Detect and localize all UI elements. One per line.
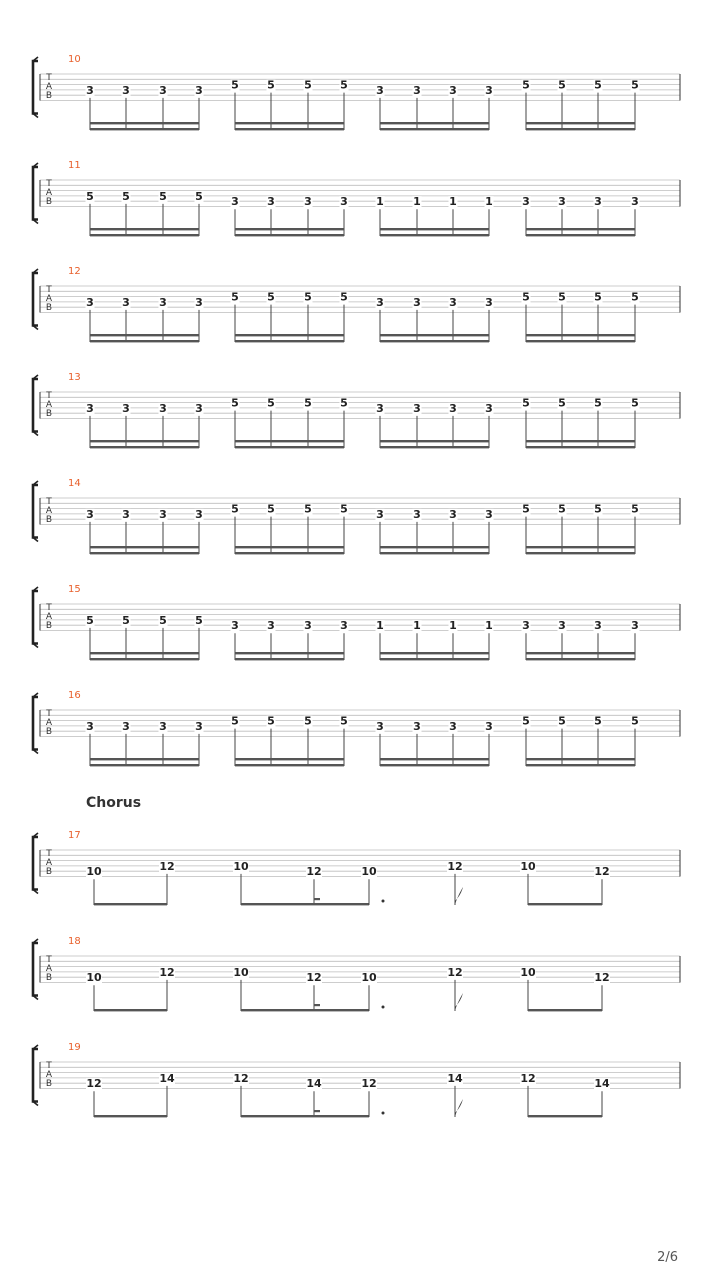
beam-primary xyxy=(526,122,635,124)
beam-eighth xyxy=(528,1009,602,1011)
beam-secondary xyxy=(90,764,199,766)
beam-primary xyxy=(526,334,635,336)
tab-clef-letter: B xyxy=(45,1079,53,1089)
fret-number: 12 xyxy=(361,1077,377,1091)
fret-number: 3 xyxy=(159,507,167,521)
beam-primary xyxy=(90,334,199,336)
fret-number: 3 xyxy=(195,719,203,733)
fret-number: 5 xyxy=(631,714,639,728)
beam-primary xyxy=(235,652,344,654)
tab-clef-letter: B xyxy=(45,973,53,983)
fret-number: 3 xyxy=(522,195,530,209)
fret-number: 10 xyxy=(86,865,102,879)
tab-clef-letter: B xyxy=(45,409,53,419)
tab-clef-letter: B xyxy=(45,515,53,525)
fret-number: 3 xyxy=(86,295,94,309)
fret-number: 5 xyxy=(631,290,639,304)
measure-number: 14 xyxy=(68,478,81,489)
beam-secondary xyxy=(380,764,489,766)
tab-clef-letter: T xyxy=(46,497,52,507)
fret-number: 5 xyxy=(558,714,566,728)
fret-number: 3 xyxy=(86,507,94,521)
beam-primary xyxy=(526,758,635,760)
beam-primary xyxy=(380,122,489,124)
measure-number: 12 xyxy=(68,266,81,277)
beam-secondary xyxy=(235,552,344,554)
measure-number: 17 xyxy=(68,830,81,841)
fret-number: 3 xyxy=(122,83,130,97)
fret-number: 5 xyxy=(631,78,639,92)
staff-bracket xyxy=(33,1049,38,1102)
fret-number: 5 xyxy=(267,714,275,728)
measure-number: 19 xyxy=(68,1042,81,1053)
fret-number: 5 xyxy=(558,396,566,410)
fret-number: 5 xyxy=(159,613,167,627)
beam-secondary xyxy=(380,552,489,554)
fret-number: 10 xyxy=(361,971,377,985)
tab-clef-letter: A xyxy=(45,1070,53,1080)
tab-clef-letter: A xyxy=(45,612,53,622)
fret-number: 5 xyxy=(231,290,239,304)
beam-secondary xyxy=(235,234,344,236)
beam-stub xyxy=(314,898,320,900)
fret-number: 3 xyxy=(122,507,130,521)
beam-primary xyxy=(90,122,199,124)
staff-bracket xyxy=(33,61,38,114)
beam-primary xyxy=(380,440,489,442)
fret-number: 3 xyxy=(304,619,312,633)
fret-number: 5 xyxy=(304,290,312,304)
beam-eighth xyxy=(241,1115,369,1117)
beam-secondary xyxy=(90,340,199,342)
beam-eighth xyxy=(528,1115,602,1117)
beam-secondary xyxy=(235,340,344,342)
beam-eighth xyxy=(94,1115,167,1117)
fret-number: 3 xyxy=(413,401,421,415)
beam-secondary xyxy=(526,128,635,130)
tab-clef-letter: T xyxy=(46,391,52,401)
fret-number: 3 xyxy=(485,83,493,97)
fret-number: 3 xyxy=(195,401,203,415)
beam-secondary xyxy=(90,658,199,660)
beam-secondary xyxy=(90,446,199,448)
tab-clef-letter: B xyxy=(45,727,53,737)
beam-primary xyxy=(526,546,635,548)
fret-number: 1 xyxy=(485,195,493,209)
fret-number: 5 xyxy=(122,189,130,203)
fret-number: 3 xyxy=(449,295,457,309)
fret-number: 3 xyxy=(231,619,239,633)
fret-number: 5 xyxy=(522,714,530,728)
fret-number: 5 xyxy=(267,78,275,92)
beam-secondary xyxy=(235,446,344,448)
fret-number: 10 xyxy=(233,965,249,979)
fret-number: 5 xyxy=(522,502,530,516)
beam-secondary xyxy=(380,128,489,130)
beam-eighth xyxy=(94,903,167,905)
beam-secondary xyxy=(90,128,199,130)
tab-clef-letter: T xyxy=(46,1061,52,1071)
fret-number: 12 xyxy=(306,865,322,879)
fret-number: 5 xyxy=(340,396,348,410)
beam-secondary xyxy=(380,340,489,342)
staff-bracket xyxy=(33,591,38,644)
fret-number: 3 xyxy=(86,719,94,733)
beam-primary xyxy=(90,228,199,230)
fret-number: 14 xyxy=(159,1071,175,1085)
fret-number: 5 xyxy=(594,502,602,516)
fret-number: 5 xyxy=(558,502,566,516)
fret-number: 1 xyxy=(376,619,384,633)
tab-clef-letter: B xyxy=(45,867,53,877)
tab-clef-letter: T xyxy=(46,955,52,965)
fret-number: 3 xyxy=(485,401,493,415)
fret-number: 5 xyxy=(522,78,530,92)
fret-number: 5 xyxy=(304,502,312,516)
fret-number: 5 xyxy=(122,613,130,627)
beam-primary xyxy=(380,334,489,336)
fret-number: 12 xyxy=(447,965,463,979)
fret-number: 3 xyxy=(594,195,602,209)
fret-number: 3 xyxy=(159,719,167,733)
fret-number: 5 xyxy=(594,290,602,304)
beam-primary xyxy=(235,334,344,336)
beam-primary xyxy=(380,546,489,548)
fret-number: 3 xyxy=(522,619,530,633)
fret-number: 3 xyxy=(304,195,312,209)
beam-secondary xyxy=(235,764,344,766)
beam-primary xyxy=(90,652,199,654)
fret-number: 3 xyxy=(195,507,203,521)
staff-bracket xyxy=(33,273,38,326)
fret-number: 5 xyxy=(594,78,602,92)
fret-number: 5 xyxy=(522,290,530,304)
tab-clef-letter: A xyxy=(45,294,53,304)
augmentation-dot xyxy=(382,1112,385,1115)
staff-bracket xyxy=(33,697,38,750)
fret-number: 3 xyxy=(413,83,421,97)
fret-number: 1 xyxy=(485,619,493,633)
beam-primary xyxy=(380,228,489,230)
fret-number: 5 xyxy=(231,714,239,728)
fret-number: 3 xyxy=(631,195,639,209)
beam-secondary xyxy=(90,552,199,554)
measure-number: 16 xyxy=(68,690,81,701)
fret-number: 3 xyxy=(449,401,457,415)
tab-clef-letter: B xyxy=(45,621,53,631)
tab-clef-letter: T xyxy=(46,603,52,613)
tab-clef-letter: T xyxy=(46,73,52,83)
augmentation-dot xyxy=(382,1006,385,1009)
staff-bracket xyxy=(33,379,38,432)
fret-number: 3 xyxy=(413,295,421,309)
fret-number: 5 xyxy=(522,396,530,410)
tab-clef-letter: A xyxy=(45,506,53,516)
fret-number: 3 xyxy=(267,195,275,209)
fret-number: 5 xyxy=(86,613,94,627)
fret-number: 10 xyxy=(520,859,536,873)
fret-number: 3 xyxy=(413,507,421,521)
note-flag xyxy=(455,1099,463,1117)
beam-secondary xyxy=(380,234,489,236)
fret-number: 5 xyxy=(304,78,312,92)
beam-secondary xyxy=(526,234,635,236)
fret-number: 5 xyxy=(195,613,203,627)
beam-stub xyxy=(314,1110,320,1112)
beam-primary xyxy=(235,546,344,548)
fret-number: 3 xyxy=(122,295,130,309)
beam-secondary xyxy=(235,658,344,660)
fret-number: 3 xyxy=(122,401,130,415)
tab-clef-letter: A xyxy=(45,858,53,868)
fret-number: 12 xyxy=(520,1071,536,1085)
tab-clef-letter: B xyxy=(45,303,53,313)
beam-secondary xyxy=(380,658,489,660)
beam-primary xyxy=(380,758,489,760)
fret-number: 5 xyxy=(159,189,167,203)
fret-number: 3 xyxy=(340,619,348,633)
fret-number: 5 xyxy=(340,714,348,728)
fret-number: 3 xyxy=(376,83,384,97)
fret-number: 3 xyxy=(485,507,493,521)
fret-number: 5 xyxy=(267,396,275,410)
fret-number: 3 xyxy=(376,719,384,733)
fret-number: 3 xyxy=(449,507,457,521)
beam-primary xyxy=(235,440,344,442)
fret-number: 10 xyxy=(361,865,377,879)
fret-number: 10 xyxy=(233,859,249,873)
fret-number: 14 xyxy=(447,1071,463,1085)
beam-eighth xyxy=(241,1009,369,1011)
beam-primary xyxy=(235,758,344,760)
fret-number: 5 xyxy=(304,396,312,410)
beam-stub xyxy=(314,1004,320,1006)
beam-primary xyxy=(526,652,635,654)
fret-number: 3 xyxy=(159,401,167,415)
fret-number: 5 xyxy=(231,502,239,516)
note-flag xyxy=(455,993,463,1011)
fret-number: 3 xyxy=(159,83,167,97)
beam-secondary xyxy=(526,764,635,766)
fret-number: 12 xyxy=(594,971,610,985)
fret-number: 1 xyxy=(449,195,457,209)
fret-number: 5 xyxy=(267,290,275,304)
beam-primary xyxy=(526,228,635,230)
beam-secondary xyxy=(526,552,635,554)
beam-secondary xyxy=(380,446,489,448)
fret-number: 5 xyxy=(86,189,94,203)
fret-number: 3 xyxy=(449,83,457,97)
fret-number: 5 xyxy=(267,502,275,516)
beam-secondary xyxy=(526,340,635,342)
fret-number: 10 xyxy=(520,965,536,979)
beam-secondary xyxy=(526,446,635,448)
fret-number: 5 xyxy=(631,396,639,410)
staff-bracket xyxy=(33,485,38,538)
page-number: 2/6 xyxy=(657,1250,678,1265)
fret-number: 1 xyxy=(449,619,457,633)
fret-number: 10 xyxy=(86,971,102,985)
tab-clef-letter: A xyxy=(45,718,53,728)
section-label-chorus: Chorus xyxy=(86,795,142,811)
fret-number: 14 xyxy=(306,1077,322,1091)
note-flag xyxy=(455,887,463,905)
beam-eighth xyxy=(241,903,369,905)
fret-number: 5 xyxy=(340,502,348,516)
fret-number: 5 xyxy=(631,502,639,516)
fret-number: 5 xyxy=(231,396,239,410)
staff-bracket xyxy=(33,167,38,220)
measure-number: 15 xyxy=(68,584,81,595)
beam-primary xyxy=(380,652,489,654)
beam-secondary xyxy=(90,234,199,236)
fret-number: 5 xyxy=(558,290,566,304)
fret-number: 3 xyxy=(195,295,203,309)
fret-number: 3 xyxy=(267,619,275,633)
fret-number: 1 xyxy=(413,195,421,209)
fret-number: 3 xyxy=(558,195,566,209)
fret-number: 12 xyxy=(233,1071,249,1085)
beam-primary xyxy=(235,228,344,230)
beam-primary xyxy=(235,122,344,124)
tab-clef-letter: A xyxy=(45,188,53,198)
fret-number: 5 xyxy=(594,396,602,410)
fret-number: 3 xyxy=(594,619,602,633)
beam-eighth xyxy=(94,1009,167,1011)
fret-number: 3 xyxy=(122,719,130,733)
fret-number: 3 xyxy=(376,401,384,415)
tab-clef-letter: T xyxy=(46,179,52,189)
measure-number: 10 xyxy=(68,54,81,65)
measure-number: 18 xyxy=(68,936,81,947)
fret-number: 12 xyxy=(447,859,463,873)
fret-number: 3 xyxy=(159,295,167,309)
beam-primary xyxy=(90,440,199,442)
fret-number: 3 xyxy=(231,195,239,209)
staff-bracket xyxy=(33,837,38,890)
tab-clef-letter: T xyxy=(46,709,52,719)
fret-number: 5 xyxy=(594,714,602,728)
tab-clef-letter: A xyxy=(45,82,53,92)
beam-primary xyxy=(526,440,635,442)
beam-secondary xyxy=(235,128,344,130)
tab-clef-letter: T xyxy=(46,849,52,859)
tab-clef-letter: T xyxy=(46,285,52,295)
fret-number: 3 xyxy=(86,83,94,97)
fret-number: 3 xyxy=(376,295,384,309)
fret-number: 3 xyxy=(485,295,493,309)
fret-number: 3 xyxy=(631,619,639,633)
fret-number: 5 xyxy=(558,78,566,92)
fret-number: 3 xyxy=(376,507,384,521)
beam-eighth xyxy=(528,903,602,905)
fret-number: 5 xyxy=(340,78,348,92)
beam-primary xyxy=(90,546,199,548)
beam-secondary xyxy=(526,658,635,660)
augmentation-dot xyxy=(382,900,385,903)
fret-number: 12 xyxy=(159,859,175,873)
fret-number: 3 xyxy=(413,719,421,733)
tab-clef-letter: B xyxy=(45,197,53,207)
fret-number: 3 xyxy=(86,401,94,415)
fret-number: 5 xyxy=(231,78,239,92)
fret-number: 1 xyxy=(376,195,384,209)
fret-number: 12 xyxy=(86,1077,102,1091)
tab-clef-letter: B xyxy=(45,91,53,101)
fret-number: 3 xyxy=(195,83,203,97)
fret-number: 5 xyxy=(195,189,203,203)
fret-number: 3 xyxy=(558,619,566,633)
fret-number: 5 xyxy=(304,714,312,728)
fret-number: 5 xyxy=(340,290,348,304)
fret-number: 12 xyxy=(159,965,175,979)
fret-number: 3 xyxy=(485,719,493,733)
fret-number: 1 xyxy=(413,619,421,633)
measure-number: 13 xyxy=(68,372,81,383)
staff-bracket xyxy=(33,943,38,996)
fret-number: 3 xyxy=(449,719,457,733)
measure-number: 11 xyxy=(68,160,81,171)
beam-primary xyxy=(90,758,199,760)
fret-number: 3 xyxy=(340,195,348,209)
fret-number: 14 xyxy=(594,1077,610,1091)
tab-clef-letter: A xyxy=(45,964,53,974)
fret-number: 12 xyxy=(306,971,322,985)
fret-number: 12 xyxy=(594,865,610,879)
tab-clef-letter: A xyxy=(45,400,53,410)
